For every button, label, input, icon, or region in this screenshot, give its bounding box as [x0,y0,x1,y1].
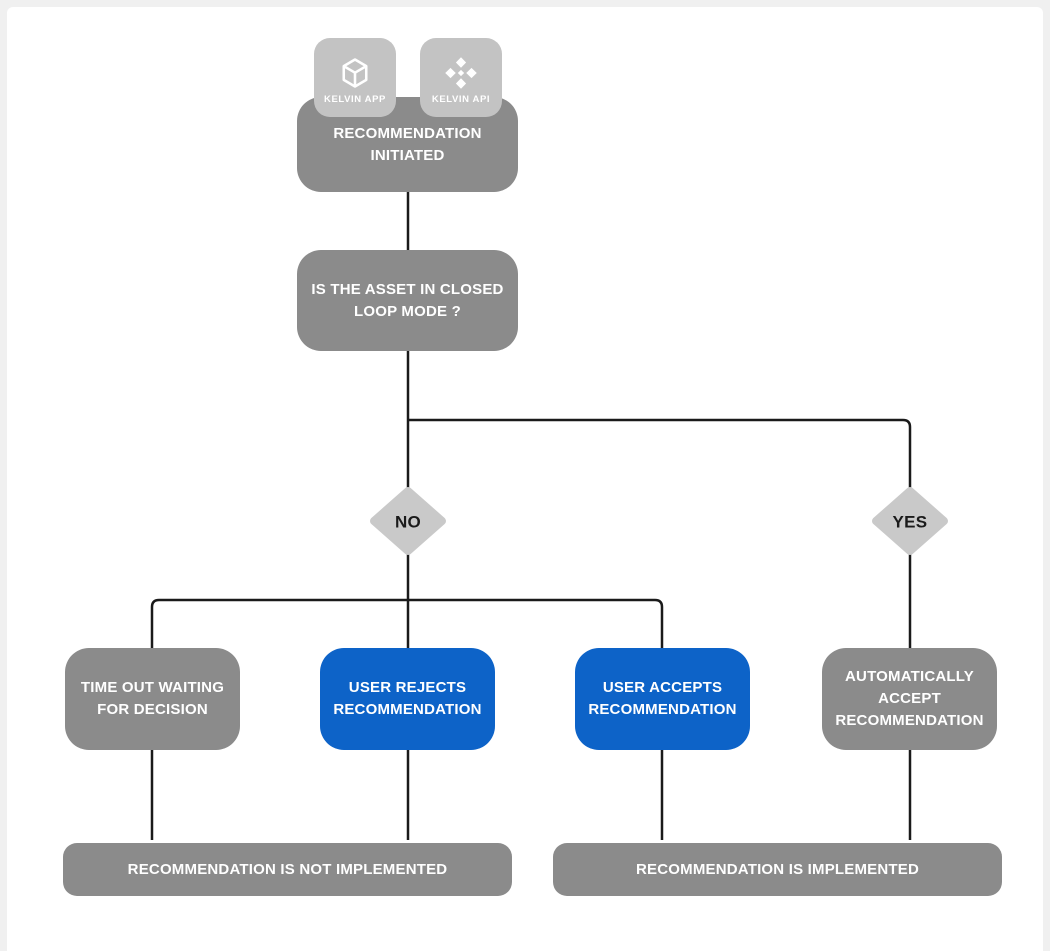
node-recommendation-not-implemented [63,843,512,896]
node-recommendation-implemented [553,843,1002,896]
decision-diamond-no [374,491,442,551]
node-label: USER ACCEPTS RECOMMENDATION [588,679,737,718]
node-label: RECOMMENDATION INITIATED [333,124,482,164]
node-label: TIME OUT WAITING FOR DECISION [80,679,225,718]
node-automatically-accept [822,648,997,750]
node-closed-loop-question [297,250,518,351]
node-user-accepts [575,648,750,750]
cube-icon [337,55,373,91]
node-timeout-waiting [65,648,240,750]
node-label: USER REJECTS RECOMMENDATION [333,679,482,718]
node-label: RECOMMENDATION IS IMPLEMENTED [635,860,920,878]
kelvin-app-badge [314,38,396,117]
badge-label: KELVIN APP [324,93,386,105]
node-label: AUTOMATICALLY ACCEPT RECOMMENDATION [835,668,984,729]
node-user-rejects [320,648,495,750]
node-label: IS THE ASSET IN CLOSED LOOP MODE ? [311,280,504,320]
diamond-label-no: NO [394,512,422,532]
badge-label: KELVIN API [431,93,491,105]
kelvin-api-badge [420,38,502,117]
node-label: RECOMMENDATION IS NOT IMPLEMENTED [127,860,448,878]
flowchart-canvas [7,7,1043,951]
connector-question-to-yes [408,420,910,492]
decision-diamond-yes [876,491,944,551]
diamond-cluster-icon [443,55,479,91]
diamond-label-yes: YES [892,512,928,532]
